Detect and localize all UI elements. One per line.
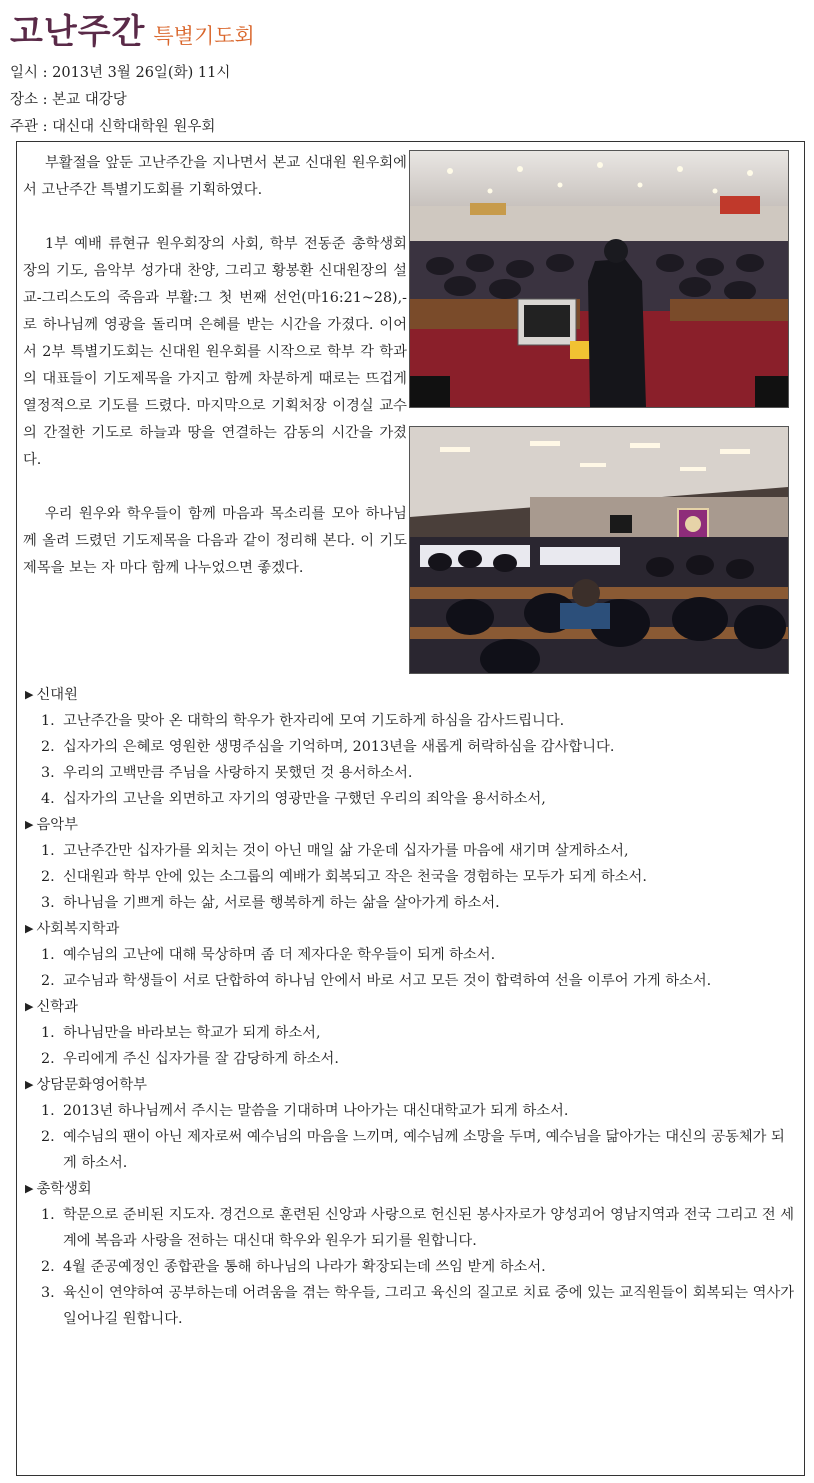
list-item: 3. 육신이 연약하여 공부하는데 어려움을 겪는 학우들, 그리고 육신의 질고로 치료 중에 있는 교직원들이 회복되는 역사가 일어나길 원합니다. <box>41 1285 795 1327</box>
intro-text <box>23 150 407 582</box>
photo-prayer-meeting <box>409 426 789 674</box>
section-title: 신대원 <box>36 687 78 703</box>
prayer-lists <box>25 682 795 1332</box>
intro-paragraph-1: 부활절을 앞둔 고난주간을 지나면서 본교 신대원 원우회에서 고난주간 특별기도회를 기획하였다. <box>23 155 407 198</box>
section-title: 신학과 <box>36 999 78 1015</box>
article-body <box>16 141 805 1476</box>
info-place: 장소 : 본교 대강당 <box>10 92 127 108</box>
section-title: 상담문화영어학부 <box>36 1077 147 1093</box>
section-title: 총학생회 <box>36 1181 92 1197</box>
list-item: 3. 하나님을 기쁘게 하는 삶, 서로를 행복하게 하는 삶을 살아가게 하소서. <box>41 895 500 911</box>
intro-paragraph-3: 우리 원우와 학우들이 함께 마음과 목소리를 모아 하나님께 올려 드렸던 기도제목을 다음과 같이 정리해 본다. 이 기도제목을 보는 자 마다 함께 나누었으면 좋겠다. <box>23 506 407 576</box>
list-item: 2. 4월 준공예정인 종합관을 통해 하나님의 나라가 확장되는데 쓰임 받게 하소서. <box>41 1259 546 1275</box>
list-item: 1. 예수님의 고난에 대해 묵상하며 좀 더 제자다운 학우들이 되게 하소서. <box>41 947 496 963</box>
triangle-bullet-icon: ▶ <box>25 1000 34 1013</box>
section-music <box>25 812 795 916</box>
section-shindaewon <box>25 682 795 812</box>
article-title <box>10 4 255 52</box>
photo-prayer-meeting-image <box>410 427 788 673</box>
photo-auditorium-worship-image <box>410 151 788 407</box>
list-item: 1. 고난주간을 맞아 온 대학의 학우가 한자리에 모여 기도하게 하심을 감사드립니다. <box>41 713 565 729</box>
section-counseling-english <box>25 1072 795 1176</box>
triangle-bullet-icon: ▶ <box>25 922 34 935</box>
triangle-bullet-icon: ▶ <box>25 1078 34 1091</box>
section-heading <box>25 916 795 942</box>
section-heading <box>25 994 795 1020</box>
list-item: 2. 우리에게 주신 십자가를 잘 감당하게 하소서. <box>41 1051 339 1067</box>
list-item: 1. 고난주간만 십자가를 외치는 것이 아닌 매일 삶 가운데 십자가를 마음에 새기며 살게하소서, <box>41 843 629 859</box>
triangle-bullet-icon: ▶ <box>25 1182 34 1195</box>
list-item: 2. 예수님의 팬이 아닌 제자로써 예수님의 마음을 느끼며, 예수님께 소망을 두며, 예수님을 닮아가는 대신의 공동체가 되게 하소서. <box>41 1129 785 1171</box>
triangle-bullet-icon: ▶ <box>25 818 34 831</box>
section-title: 음악부 <box>36 817 78 833</box>
section-social-welfare <box>25 916 795 994</box>
section-heading <box>25 812 795 838</box>
title-main: 고난주간 <box>10 12 146 52</box>
list-item: 1. 하나님만을 바라보는 학교가 되게 하소서, <box>41 1025 321 1041</box>
title-subtitle: 특별기도회 <box>153 24 255 48</box>
info-date: 일시 : 2013년 3월 26일(화) 11시 <box>10 65 231 81</box>
photo-auditorium-worship <box>409 150 789 408</box>
list-item: 3. 우리의 고백만큼 주님을 사랑하지 못했던 것 용서하소서. <box>41 765 413 781</box>
list-item: 1. 2013년 하나님께서 주시는 말씀을 기대하며 나아가는 대신대학교가 되게 하소서. <box>41 1103 569 1119</box>
section-theology <box>25 994 795 1072</box>
list-item: 4. 십자가의 고난을 외면하고 자기의 영광만을 구했던 우리의 죄악을 용서하소서, <box>41 791 546 807</box>
section-title: 사회복지학과 <box>36 921 120 937</box>
event-info <box>10 60 230 141</box>
section-heading <box>25 682 795 708</box>
intro-paragraph-2: 1부 예배 류현규 원우회장의 사회, 학부 전동준 총학생회장의 기도, 음악부 성가대 찬양, 그리고 황봉환 신대원장의 설교-그리스도의 죽음과 부활:그 첫 번째 선언(마16:21~28),-로 하나님께 영광을 돌리며 은혜를 받는 시간을 가졌다. 이어서 2부 특별기도회는 신대원 원우회를 시작으로 학부 각 학과의 대표들이 기도제목을 가지고 함께 차분하게 때로는 뜨겁게 열정적으로 기도를 드렸다. 마지막으로 기획처장 이경실 교수의 간절한 기도로 하늘과 땅을 연결하는 감동의 시간을 가졌다. <box>23 236 407 468</box>
info-host: 주관 : 대신대 신학대학원 원우회 <box>10 119 216 135</box>
list-item: 1. 학문으로 준비된 지도자. 경건으로 훈련된 신앙과 사랑으로 헌신된 봉사자로가 양성괴어 영남지역과 전국 그리고 전 세계에 복음과 사랑을 전하는 대신대 학우와 원우가 되기를 원합니다. <box>41 1207 795 1249</box>
triangle-bullet-icon: ▶ <box>25 688 34 701</box>
section-student-council <box>25 1176 795 1332</box>
list-item: 2. 십자가의 은혜로 영원한 생명주심을 기억하며, 2013년을 새롭게 허락하심을 감사합니다. <box>41 739 615 755</box>
list-item: 2. 교수님과 학생들이 서로 단합하여 하나님 안에서 바로 서고 모든 것이 합력하여 선을 이루어 가게 하소서. <box>41 973 712 989</box>
list-item: 2. 신대원과 학부 안에 있는 소그룹의 예배가 회복되고 작은 천국을 경험하는 모두가 되게 하소서. <box>41 869 647 885</box>
section-heading <box>25 1072 795 1098</box>
section-heading <box>25 1176 795 1202</box>
